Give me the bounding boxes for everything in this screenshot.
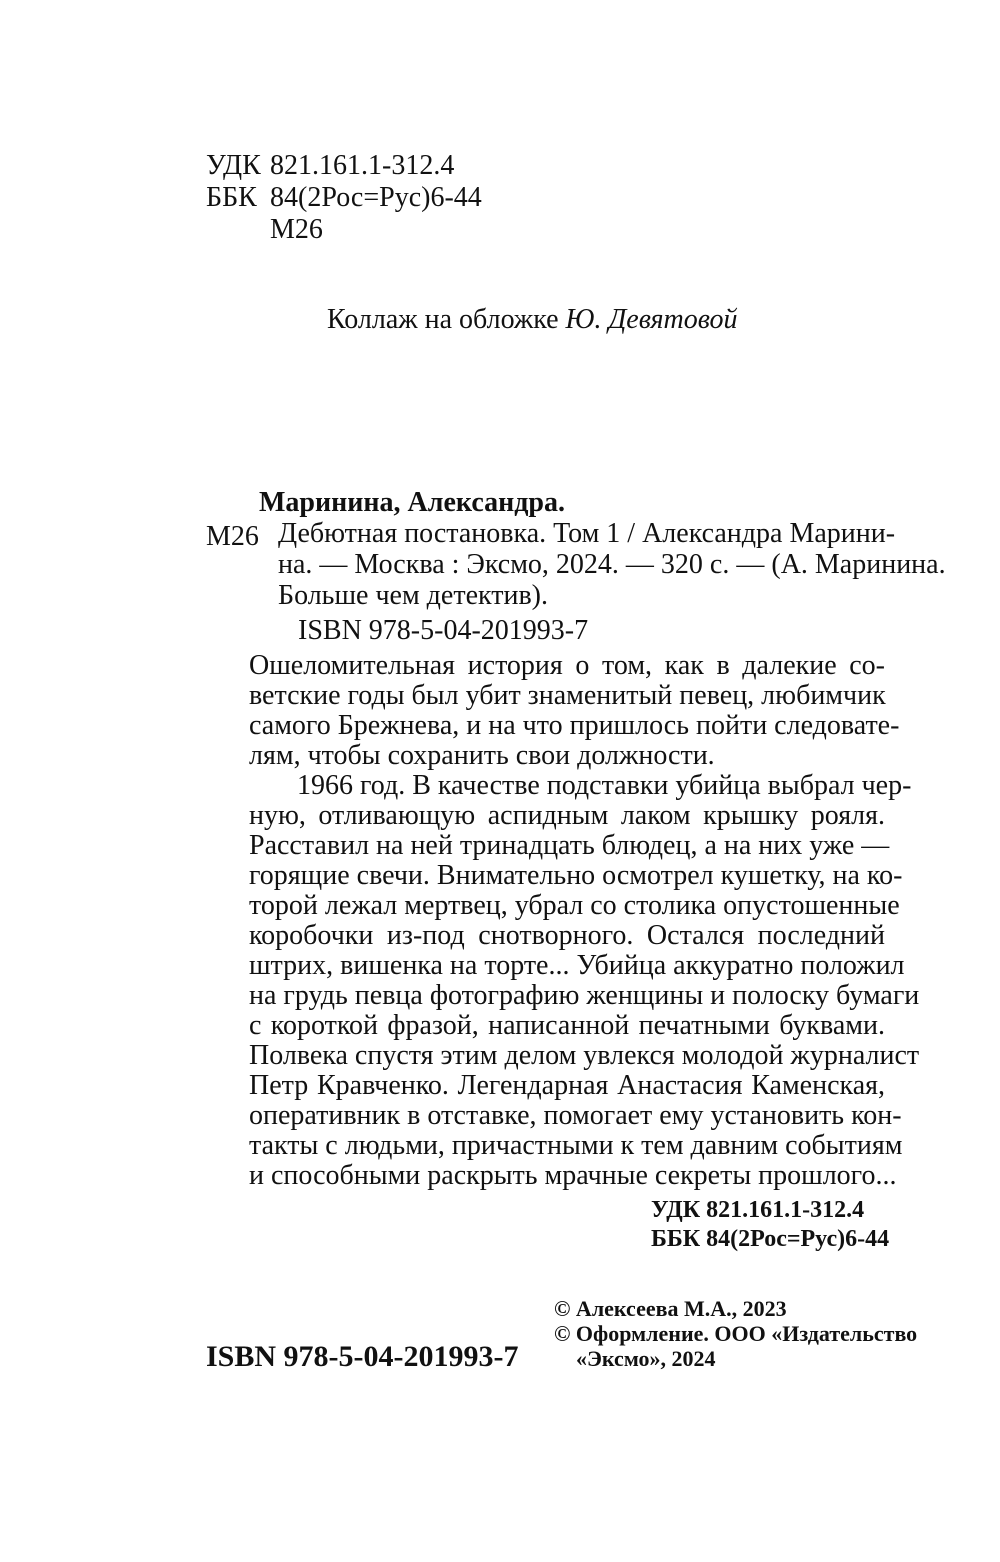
annotation-line: и способными раскрыть мрачные секреты прошлого... bbox=[249, 1160, 897, 1191]
classification-block bbox=[206, 150, 482, 246]
annotation-line: Петр Кравченко. Легендарная Анастасия Каменская, bbox=[249, 1070, 885, 1101]
annotation-line: лям, чтобы сохранить свои должности. bbox=[249, 740, 715, 771]
bib-isbn: ISBN 978-5-04-201993-7 bbox=[298, 615, 589, 646]
annotation-line: Полвека спустя этим делом увлекся молодой журналист bbox=[249, 1040, 920, 1071]
annotation-line: штрих, вишенка на торте... Убийца аккуратно положил bbox=[249, 950, 905, 981]
annotation-line: коробочки из-под снотворного. Остался последний bbox=[249, 920, 885, 951]
annotation-line: ветские годы был убит знаменитый певец, любимчик bbox=[249, 680, 886, 711]
copyright-author: © Алексеева М.А., 2023 bbox=[554, 1296, 787, 1321]
footer-udk: УДК 821.161.1-312.4 bbox=[651, 1197, 865, 1223]
annotation bbox=[249, 650, 920, 1191]
footer-bbk: ББК 84(2Рос=Рус)6-44 bbox=[651, 1226, 890, 1252]
bbk-label: ББК bbox=[206, 182, 257, 213]
annotation-line: ную, отливающую аспидным лаком крышку рояля. bbox=[249, 800, 885, 831]
bibliographic-description bbox=[278, 518, 946, 611]
annotation-line: на грудь певца фотографию женщины и полоску бумаги bbox=[249, 980, 920, 1011]
footer-classification bbox=[651, 1196, 889, 1254]
annotation-line: Расставил на ней тринадцать блюдец, а на них уже — bbox=[249, 830, 890, 861]
copyright-block bbox=[554, 1296, 917, 1371]
author-heading: Маринина, Александра. bbox=[259, 487, 565, 518]
annotation-line: с короткой фразой, написанной печатными буквами. bbox=[249, 1010, 885, 1041]
annotation-line: такты с людьми, причастными к тем давним событиям bbox=[249, 1130, 903, 1161]
copyright-design-cont: «Эксмо», 2024 bbox=[576, 1346, 716, 1371]
bib-line: на. — Москва : Эксмо, 2024. — 320 с. — (А. Маринина. bbox=[278, 549, 946, 580]
cover-credit-prefix: Коллаж на обложке bbox=[327, 304, 559, 335]
annotation-line: Ошеломительная история о том, как в далекие со- bbox=[249, 650, 885, 681]
udk-label: УДК bbox=[206, 150, 261, 181]
bbk-row bbox=[206, 182, 482, 214]
bib-line: Дебютная постановка. Том 1 / Александра Марини- bbox=[278, 518, 896, 549]
copyright-design: © Оформление. ООО «Издательство bbox=[554, 1321, 918, 1346]
udk-value: 821.161.1-312.4 bbox=[270, 150, 455, 181]
annotation-line: самого Брежнева, и на что пришлось пойти следовате- bbox=[249, 710, 900, 741]
bib-mark: М26 bbox=[206, 521, 259, 552]
cover-credit bbox=[327, 304, 738, 336]
udk-row bbox=[206, 150, 482, 182]
annotation-line: оперативник в отставке, помогает ему установить кон- bbox=[249, 1100, 902, 1131]
author-mark-row bbox=[206, 214, 482, 246]
annotation-line: торой лежал мертвец, убрал со столика опустошенные bbox=[249, 890, 900, 921]
bbk-value: 84(2Рос=Рус)6-44 bbox=[270, 182, 482, 213]
annotation-line: 1966 год. В качестве подставки убийца выбрал чер- bbox=[297, 770, 912, 801]
author-mark: М26 bbox=[270, 214, 323, 245]
cover-credit-name: Ю. Девятовой bbox=[565, 304, 738, 335]
annotation-line: горящие свечи. Внимательно осмотрел кушетку, на ко- bbox=[249, 860, 903, 891]
footer-isbn: ISBN 978-5-04-201993-7 bbox=[206, 1340, 519, 1373]
bib-line: Больше чем детектив). bbox=[278, 580, 549, 611]
